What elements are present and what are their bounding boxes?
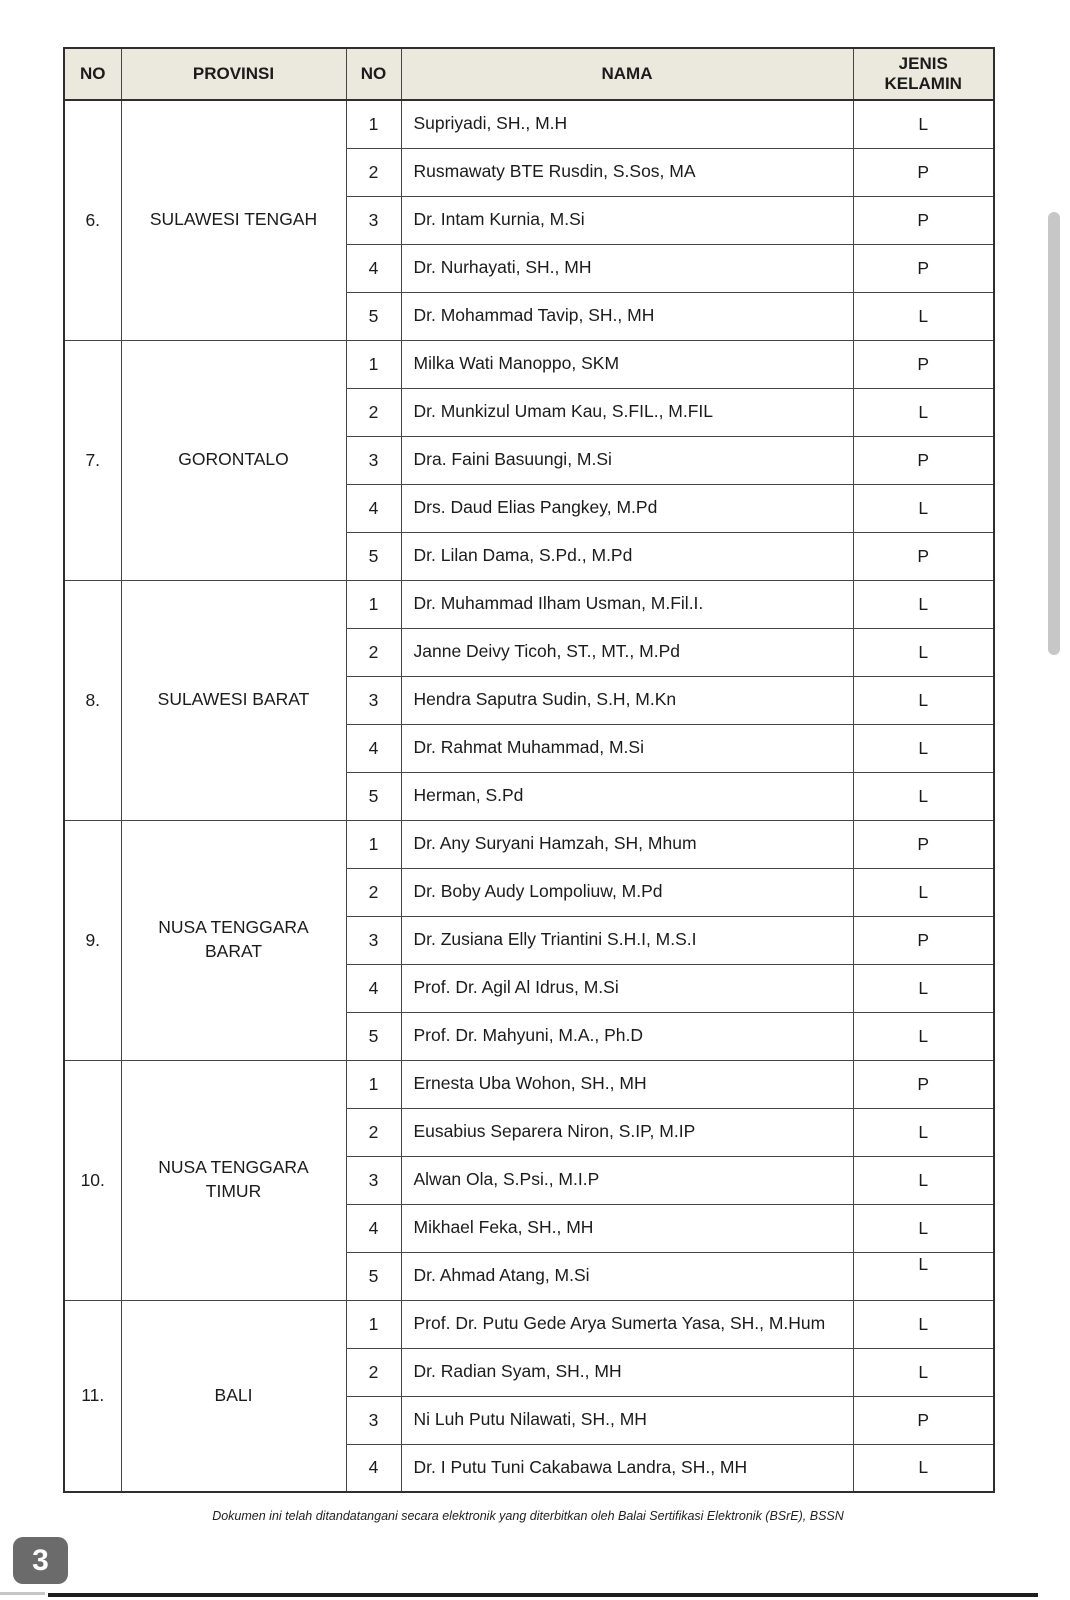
gender-cell: L <box>853 628 994 676</box>
gender-cell: L <box>853 1108 994 1156</box>
member-name-cell: Herman, S.Pd <box>401 772 853 820</box>
member-name-cell: Dr. Munkizul Umam Kau, S.FIL., M.FIL <box>401 388 853 436</box>
member-name-cell: Prof. Dr. Mahyuni, M.A., Ph.D <box>401 1012 853 1060</box>
member-no-cell: 4 <box>346 484 401 532</box>
gender-cell: L <box>853 1300 994 1348</box>
gender-cell: L <box>853 724 994 772</box>
province-no-cell: 8. <box>64 580 121 820</box>
member-name-cell: Dra. Faini Basuungi, M.Si <box>401 436 853 484</box>
member-name-cell: Supriyadi, SH., M.H <box>401 100 853 148</box>
gender-cell: P <box>853 196 994 244</box>
gender-cell: L <box>853 484 994 532</box>
member-no-cell: 3 <box>346 1156 401 1204</box>
member-no-cell: 3 <box>346 916 401 964</box>
table-row <box>64 580 994 628</box>
column-header-nama: NAMA <box>401 48 853 100</box>
table-row <box>64 340 994 388</box>
gender-cell: L <box>853 1156 994 1204</box>
member-no-cell: 1 <box>346 820 401 868</box>
table-header-row <box>64 48 994 100</box>
member-name-cell: Dr. Nurhayati, SH., MH <box>401 244 853 292</box>
member-no-cell: 4 <box>346 1204 401 1252</box>
gender-cell: P <box>853 1396 994 1444</box>
gender-cell: L <box>853 1204 994 1252</box>
member-name-cell: Janne Deivy Ticoh, ST., MT., M.Pd <box>401 628 853 676</box>
member-name-cell: Alwan Ola, S.Psi., M.I.P <box>401 1156 853 1204</box>
province-no-cell: 6. <box>64 100 121 340</box>
gender-cell: L <box>853 772 994 820</box>
column-header-no1: NO <box>64 48 121 100</box>
member-name-cell: Dr. Radian Syam, SH., MH <box>401 1348 853 1396</box>
gender-cell: P <box>853 436 994 484</box>
column-header-provinsi: PROVINSI <box>121 48 346 100</box>
member-no-cell: 1 <box>346 100 401 148</box>
bottom-rule-light-segment <box>0 1592 45 1595</box>
member-name-cell: Dr. Muhammad Ilham Usman, M.Fil.I. <box>401 580 853 628</box>
member-no-cell: 4 <box>346 244 401 292</box>
member-no-cell: 4 <box>346 964 401 1012</box>
province-name-cell: NUSA TENGGARA BARAT <box>121 820 346 1060</box>
gender-cell: L <box>853 964 994 1012</box>
member-name-cell: Dr. Ahmad Atang, M.Si <box>401 1252 853 1300</box>
table-row <box>64 1060 994 1108</box>
member-no-cell: 5 <box>346 1252 401 1300</box>
member-name-cell: Prof. Dr. Putu Gede Arya Sumerta Yasa, SH., M.Hum <box>401 1300 853 1348</box>
member-no-cell: 2 <box>346 868 401 916</box>
gender-cell: P <box>853 820 994 868</box>
table-row <box>64 820 994 868</box>
member-name-cell: Dr. Boby Audy Lompoliuw, M.Pd <box>401 868 853 916</box>
member-no-cell: 2 <box>346 1348 401 1396</box>
member-name-cell: Dr. Mohammad Tavip, SH., MH <box>401 292 853 340</box>
gender-cell: L <box>853 292 994 340</box>
gender-cell: P <box>853 532 994 580</box>
member-no-cell: 2 <box>346 388 401 436</box>
member-name-cell: Dr. I Putu Tuni Cakabawa Landra, SH., MH <box>401 1444 853 1492</box>
province-no-cell: 10. <box>64 1060 121 1300</box>
gender-cell: P <box>853 1060 994 1108</box>
member-name-cell: Milka Wati Manoppo, SKM <box>401 340 853 388</box>
table-row <box>64 100 994 148</box>
member-no-cell: 3 <box>346 196 401 244</box>
member-name-cell: Dr. Intam Kurnia, M.Si <box>401 196 853 244</box>
member-no-cell: 5 <box>346 1012 401 1060</box>
member-no-cell: 3 <box>346 1396 401 1444</box>
member-name-cell: Dr. Zusiana Elly Triantini S.H.I, M.S.I <box>401 916 853 964</box>
member-name-cell: Mikhael Feka, SH., MH <box>401 1204 853 1252</box>
table-row <box>64 1300 994 1348</box>
table-header <box>64 48 994 100</box>
provinces-table <box>63 47 995 1493</box>
gender-cell: L <box>853 100 994 148</box>
member-name-cell: Ernesta Uba Wohon, SH., MH <box>401 1060 853 1108</box>
column-header-jenis-kelamin: JENIS KELAMIN <box>853 48 994 100</box>
member-name-cell: Rusmawaty BTE Rusdin, S.Sos, MA <box>401 148 853 196</box>
gender-cell: L <box>853 676 994 724</box>
province-no-cell: 11. <box>64 1300 121 1492</box>
province-name-cell: SULAWESI BARAT <box>121 580 346 820</box>
member-no-cell: 2 <box>346 1108 401 1156</box>
member-no-cell: 2 <box>346 148 401 196</box>
member-no-cell: 5 <box>346 772 401 820</box>
gender-cell: P <box>853 916 994 964</box>
member-name-cell: Hendra Saputra Sudin, S.H, M.Kn <box>401 676 853 724</box>
provinces-table-body <box>64 100 994 1492</box>
gender-cell: P <box>853 340 994 388</box>
member-no-cell: 1 <box>346 1300 401 1348</box>
province-name-cell: NUSA TENGGARA TIMUR <box>121 1060 346 1300</box>
member-no-cell: 1 <box>346 340 401 388</box>
gender-cell: L <box>853 1348 994 1396</box>
gender-cell: P <box>853 244 994 292</box>
member-name-cell: Eusabius Separera Niron, S.IP, M.IP <box>401 1108 853 1156</box>
gender-cell: L <box>853 580 994 628</box>
member-no-cell: 3 <box>346 436 401 484</box>
province-no-cell: 7. <box>64 340 121 580</box>
bottom-rule <box>48 1593 1038 1597</box>
province-name-cell: SULAWESI TENGAH <box>121 100 346 340</box>
page-number-badge: 3 <box>13 1537 68 1584</box>
member-no-cell: 1 <box>346 1060 401 1108</box>
member-name-cell: Dr. Any Suryani Hamzah, SH, Mhum <box>401 820 853 868</box>
gender-cell: L <box>853 868 994 916</box>
gender-cell: L <box>853 388 994 436</box>
member-name-cell: Dr. Lilan Dama, S.Pd., M.Pd <box>401 532 853 580</box>
province-name-cell: GORONTALO <box>121 340 346 580</box>
member-no-cell: 4 <box>346 1444 401 1492</box>
member-no-cell: 1 <box>346 580 401 628</box>
member-no-cell: 2 <box>346 628 401 676</box>
electronic-signature-note: Dokumen ini telah ditandatangani secara elektronik yang diterbitkan oleh Balai Sertifikasi Elektronik (BSrE), BSSN <box>212 1509 844 1523</box>
column-header-no2: NO <box>346 48 401 100</box>
member-name-cell: Prof. Dr. Agil Al Idrus, M.Si <box>401 964 853 1012</box>
member-no-cell: 3 <box>346 676 401 724</box>
gender-cell: L <box>853 1012 994 1060</box>
member-no-cell: 4 <box>346 724 401 772</box>
gender-cell: L <box>853 1444 994 1492</box>
province-name-cell: BALI <box>121 1300 346 1492</box>
gender-cell: L <box>853 1252 994 1300</box>
province-no-cell: 9. <box>64 820 121 1060</box>
member-name-cell: Dr. Rahmat Muhammad, M.Si <box>401 724 853 772</box>
vertical-scrollbar-thumb[interactable] <box>1048 212 1060 655</box>
member-no-cell: 5 <box>346 292 401 340</box>
gender-cell: P <box>853 148 994 196</box>
member-name-cell: Ni Luh Putu Nilawati, SH., MH <box>401 1396 853 1444</box>
member-no-cell: 5 <box>346 532 401 580</box>
member-name-cell: Drs. Daud Elias Pangkey, M.Pd <box>401 484 853 532</box>
